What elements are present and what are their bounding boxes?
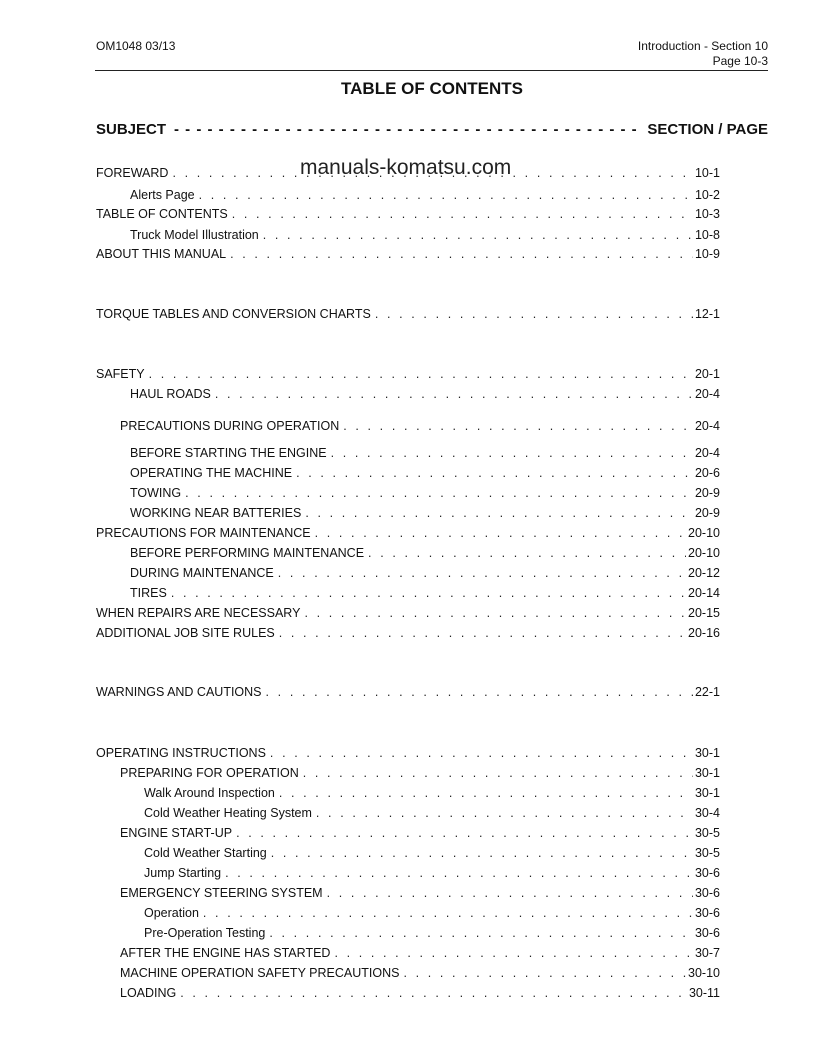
dot-leader <box>270 746 693 760</box>
toc-entry-title: PREPARING FOR OPERATION <box>120 766 299 780</box>
dot-leader <box>171 586 686 600</box>
toc-entry-title: PRECAUTIONS FOR MAINTENANCE <box>96 526 311 540</box>
dot-leader <box>279 626 686 640</box>
dot-leader <box>263 228 693 242</box>
toc-entry[interactable] <box>144 926 720 940</box>
toc-entry-title: PRECAUTIONS DURING OPERATION <box>120 419 340 433</box>
toc-entry-page: 10-8 <box>694 228 720 242</box>
toc-entry-page: 30-1 <box>694 746 720 760</box>
toc-entry-page: 30-4 <box>694 806 720 820</box>
toc-entry-title: ENGINE START-UP <box>120 826 233 840</box>
toc-entry-title: EMERGENCY STEERING SYSTEM <box>120 886 323 900</box>
toc-entry[interactable] <box>120 986 720 1000</box>
toc-entry-page: 30-7 <box>694 946 720 960</box>
toc-entry[interactable] <box>96 247 720 261</box>
toc-entry-page: 30-5 <box>694 846 720 860</box>
toc-entry[interactable] <box>130 188 720 202</box>
toc-entry-title: FOREWARD <box>96 166 169 180</box>
toc-entry-page: 30-10 <box>688 966 720 980</box>
toc-entry-title: Cold Weather Heating System <box>144 806 312 820</box>
toc-entry-title: Cold Weather Starting <box>144 846 267 860</box>
toc-entry-title: Operation <box>144 906 199 920</box>
dot-leader <box>331 446 693 460</box>
dot-leader <box>185 486 693 500</box>
dot-leader <box>315 526 686 540</box>
dot-leader <box>199 188 693 202</box>
dot-leader <box>334 946 693 960</box>
column-header-row <box>96 121 768 138</box>
dash-leader <box>174 121 639 138</box>
toc-entry-title: AFTER THE ENGINE HAS STARTED <box>120 946 331 960</box>
toc-entry-page: 20-4 <box>694 419 720 433</box>
page-number: Page 10-3 <box>712 54 768 68</box>
toc-entry[interactable] <box>120 419 720 433</box>
dot-leader <box>296 466 693 480</box>
toc-entry-title: HAUL ROADS <box>130 387 211 401</box>
document-id: OM1048 03/13 <box>96 39 176 53</box>
dot-leader <box>368 546 686 560</box>
toc-entry-page: 20-16 <box>688 626 720 640</box>
dot-leader <box>203 906 693 920</box>
running-header <box>638 39 768 69</box>
section-page-heading: SECTION / PAGE <box>647 121 768 138</box>
toc-entry[interactable] <box>120 826 720 840</box>
toc-entry-page: 30-1 <box>694 766 720 780</box>
toc-entry-title: OPERATING THE MACHINE <box>130 466 293 480</box>
dot-leader <box>232 207 693 221</box>
dot-leader <box>279 786 693 800</box>
dot-leader <box>269 926 693 940</box>
toc-entry[interactable] <box>144 786 720 800</box>
dot-leader <box>180 986 687 1000</box>
toc-entry-title: TORQUE TABLES AND CONVERSION CHARTS <box>96 307 371 321</box>
toc-entry-page: 30-6 <box>694 886 720 900</box>
toc-entry-page: 10-3 <box>694 207 720 221</box>
toc-entry-page: 20-14 <box>688 586 720 600</box>
dot-leader <box>375 307 693 321</box>
toc-entry[interactable] <box>130 546 720 560</box>
toc-entry-page: 30-6 <box>694 906 720 920</box>
toc-entry-page: 30-6 <box>694 866 720 880</box>
toc-entry-title: WARNINGS AND CAUTIONS <box>96 685 262 699</box>
toc-entry[interactable] <box>144 806 720 820</box>
toc-entry[interactable] <box>120 966 720 980</box>
page-title: TABLE OF CONTENTS <box>341 79 523 98</box>
toc-entry-page: 10-2 <box>694 188 720 202</box>
toc-entry[interactable] <box>130 228 720 242</box>
dot-leader <box>230 247 693 261</box>
dot-leader <box>225 866 693 880</box>
dot-leader <box>172 166 693 180</box>
dot-leader <box>327 886 693 900</box>
toc-entry-title: ABOUT THIS MANUAL <box>96 247 227 261</box>
toc-entry-page: 20-15 <box>688 606 720 620</box>
toc-entry[interactable] <box>120 886 720 900</box>
toc-entry[interactable] <box>96 307 720 321</box>
dot-leader <box>215 387 693 401</box>
dot-leader <box>403 966 686 980</box>
toc-entry-page: 30-1 <box>694 786 720 800</box>
toc-entry-title: WORKING NEAR BATTERIES <box>130 506 302 520</box>
toc-entry[interactable] <box>144 846 720 860</box>
toc-entry-title: Pre-Operation Testing <box>144 926 266 940</box>
dot-leader <box>305 506 693 520</box>
toc-entry-page: 20-9 <box>694 506 720 520</box>
subject-heading: SUBJECT <box>96 121 167 138</box>
toc-entry-page: 10-9 <box>694 247 720 261</box>
toc-entry[interactable] <box>130 466 720 480</box>
toc-entry-page: 20-12 <box>688 566 720 580</box>
toc-entry-title: Alerts Page <box>130 188 195 202</box>
toc-entry-title: Jump Starting <box>144 866 222 880</box>
toc-entry-title: ADDITIONAL JOB SITE RULES <box>96 626 275 640</box>
toc-entry-page: 30-6 <box>694 926 720 940</box>
toc-entry-page: 30-11 <box>688 986 720 1000</box>
toc-entry[interactable] <box>96 626 720 640</box>
toc-entry-title: Walk Around Inspection <box>144 786 275 800</box>
toc-entry-title: BEFORE STARTING THE ENGINE <box>130 446 327 460</box>
toc-entry-title: SAFETY <box>96 367 145 381</box>
toc-entry[interactable] <box>130 387 720 401</box>
dot-leader <box>149 367 693 381</box>
toc-entry[interactable] <box>144 906 720 920</box>
toc-entry-title: WHEN REPAIRS ARE NECESSARY <box>96 606 301 620</box>
toc-entry[interactable] <box>130 566 720 580</box>
toc-entry[interactable] <box>96 166 720 180</box>
toc-entry[interactable] <box>96 685 720 699</box>
toc-entry[interactable] <box>130 486 720 500</box>
dot-leader <box>343 419 693 433</box>
toc-entry[interactable] <box>130 586 720 600</box>
toc-entry-page: 20-4 <box>694 446 720 460</box>
toc-entry-page: 12-1 <box>694 307 720 321</box>
toc-entry-page: 30-5 <box>694 826 720 840</box>
toc-entry-page: 22-1 <box>694 685 720 699</box>
watermark: manuals-komatsu.com <box>300 156 512 179</box>
toc-entry-title: TABLE OF CONTENTS <box>96 207 228 221</box>
toc-entry-title: MACHINE OPERATION SAFETY PRECAUTIONS <box>120 966 400 980</box>
toc-entry[interactable] <box>96 367 720 381</box>
dot-leader <box>278 566 686 580</box>
toc-entry-title: TOWING <box>130 486 182 500</box>
toc-entry-title: BEFORE PERFORMING MAINTENANCE <box>130 546 365 560</box>
toc-entry-page: 20-9 <box>694 486 720 500</box>
toc-entry-title: TIRES <box>130 586 167 600</box>
dot-leader <box>316 806 693 820</box>
toc-entry[interactable] <box>96 526 720 540</box>
header-rule <box>95 70 768 71</box>
toc-entry[interactable] <box>96 746 720 760</box>
toc-entry[interactable] <box>130 446 720 460</box>
toc-entry-page: 20-6 <box>694 466 720 480</box>
dot-leader <box>266 685 693 699</box>
toc-entry-title: Truck Model Illustration <box>130 228 259 242</box>
dot-leader <box>304 606 686 620</box>
dot-leader <box>303 766 693 780</box>
toc-entry[interactable] <box>96 207 720 221</box>
toc-entry[interactable] <box>120 946 720 960</box>
dot-leader <box>271 846 693 860</box>
toc-entry-title: LOADING <box>120 986 177 1000</box>
toc-entry-title: OPERATING INSTRUCTIONS <box>96 746 266 760</box>
toc-entry[interactable] <box>120 766 720 780</box>
toc-entry-page: 20-10 <box>688 546 720 560</box>
toc-entry[interactable] <box>96 606 720 620</box>
toc-entry[interactable] <box>144 866 720 880</box>
toc-entry-page: 20-4 <box>694 387 720 401</box>
toc-entry-page: 10-1 <box>694 166 720 180</box>
section-label: Introduction - Section 10 <box>637 39 768 53</box>
toc-entry-page: 20-1 <box>694 367 720 381</box>
dot-leader <box>236 826 693 840</box>
toc-entry-title: DURING MAINTENANCE <box>130 566 274 580</box>
toc-entry-page: 20-10 <box>688 526 720 540</box>
toc-entry[interactable] <box>130 506 720 520</box>
